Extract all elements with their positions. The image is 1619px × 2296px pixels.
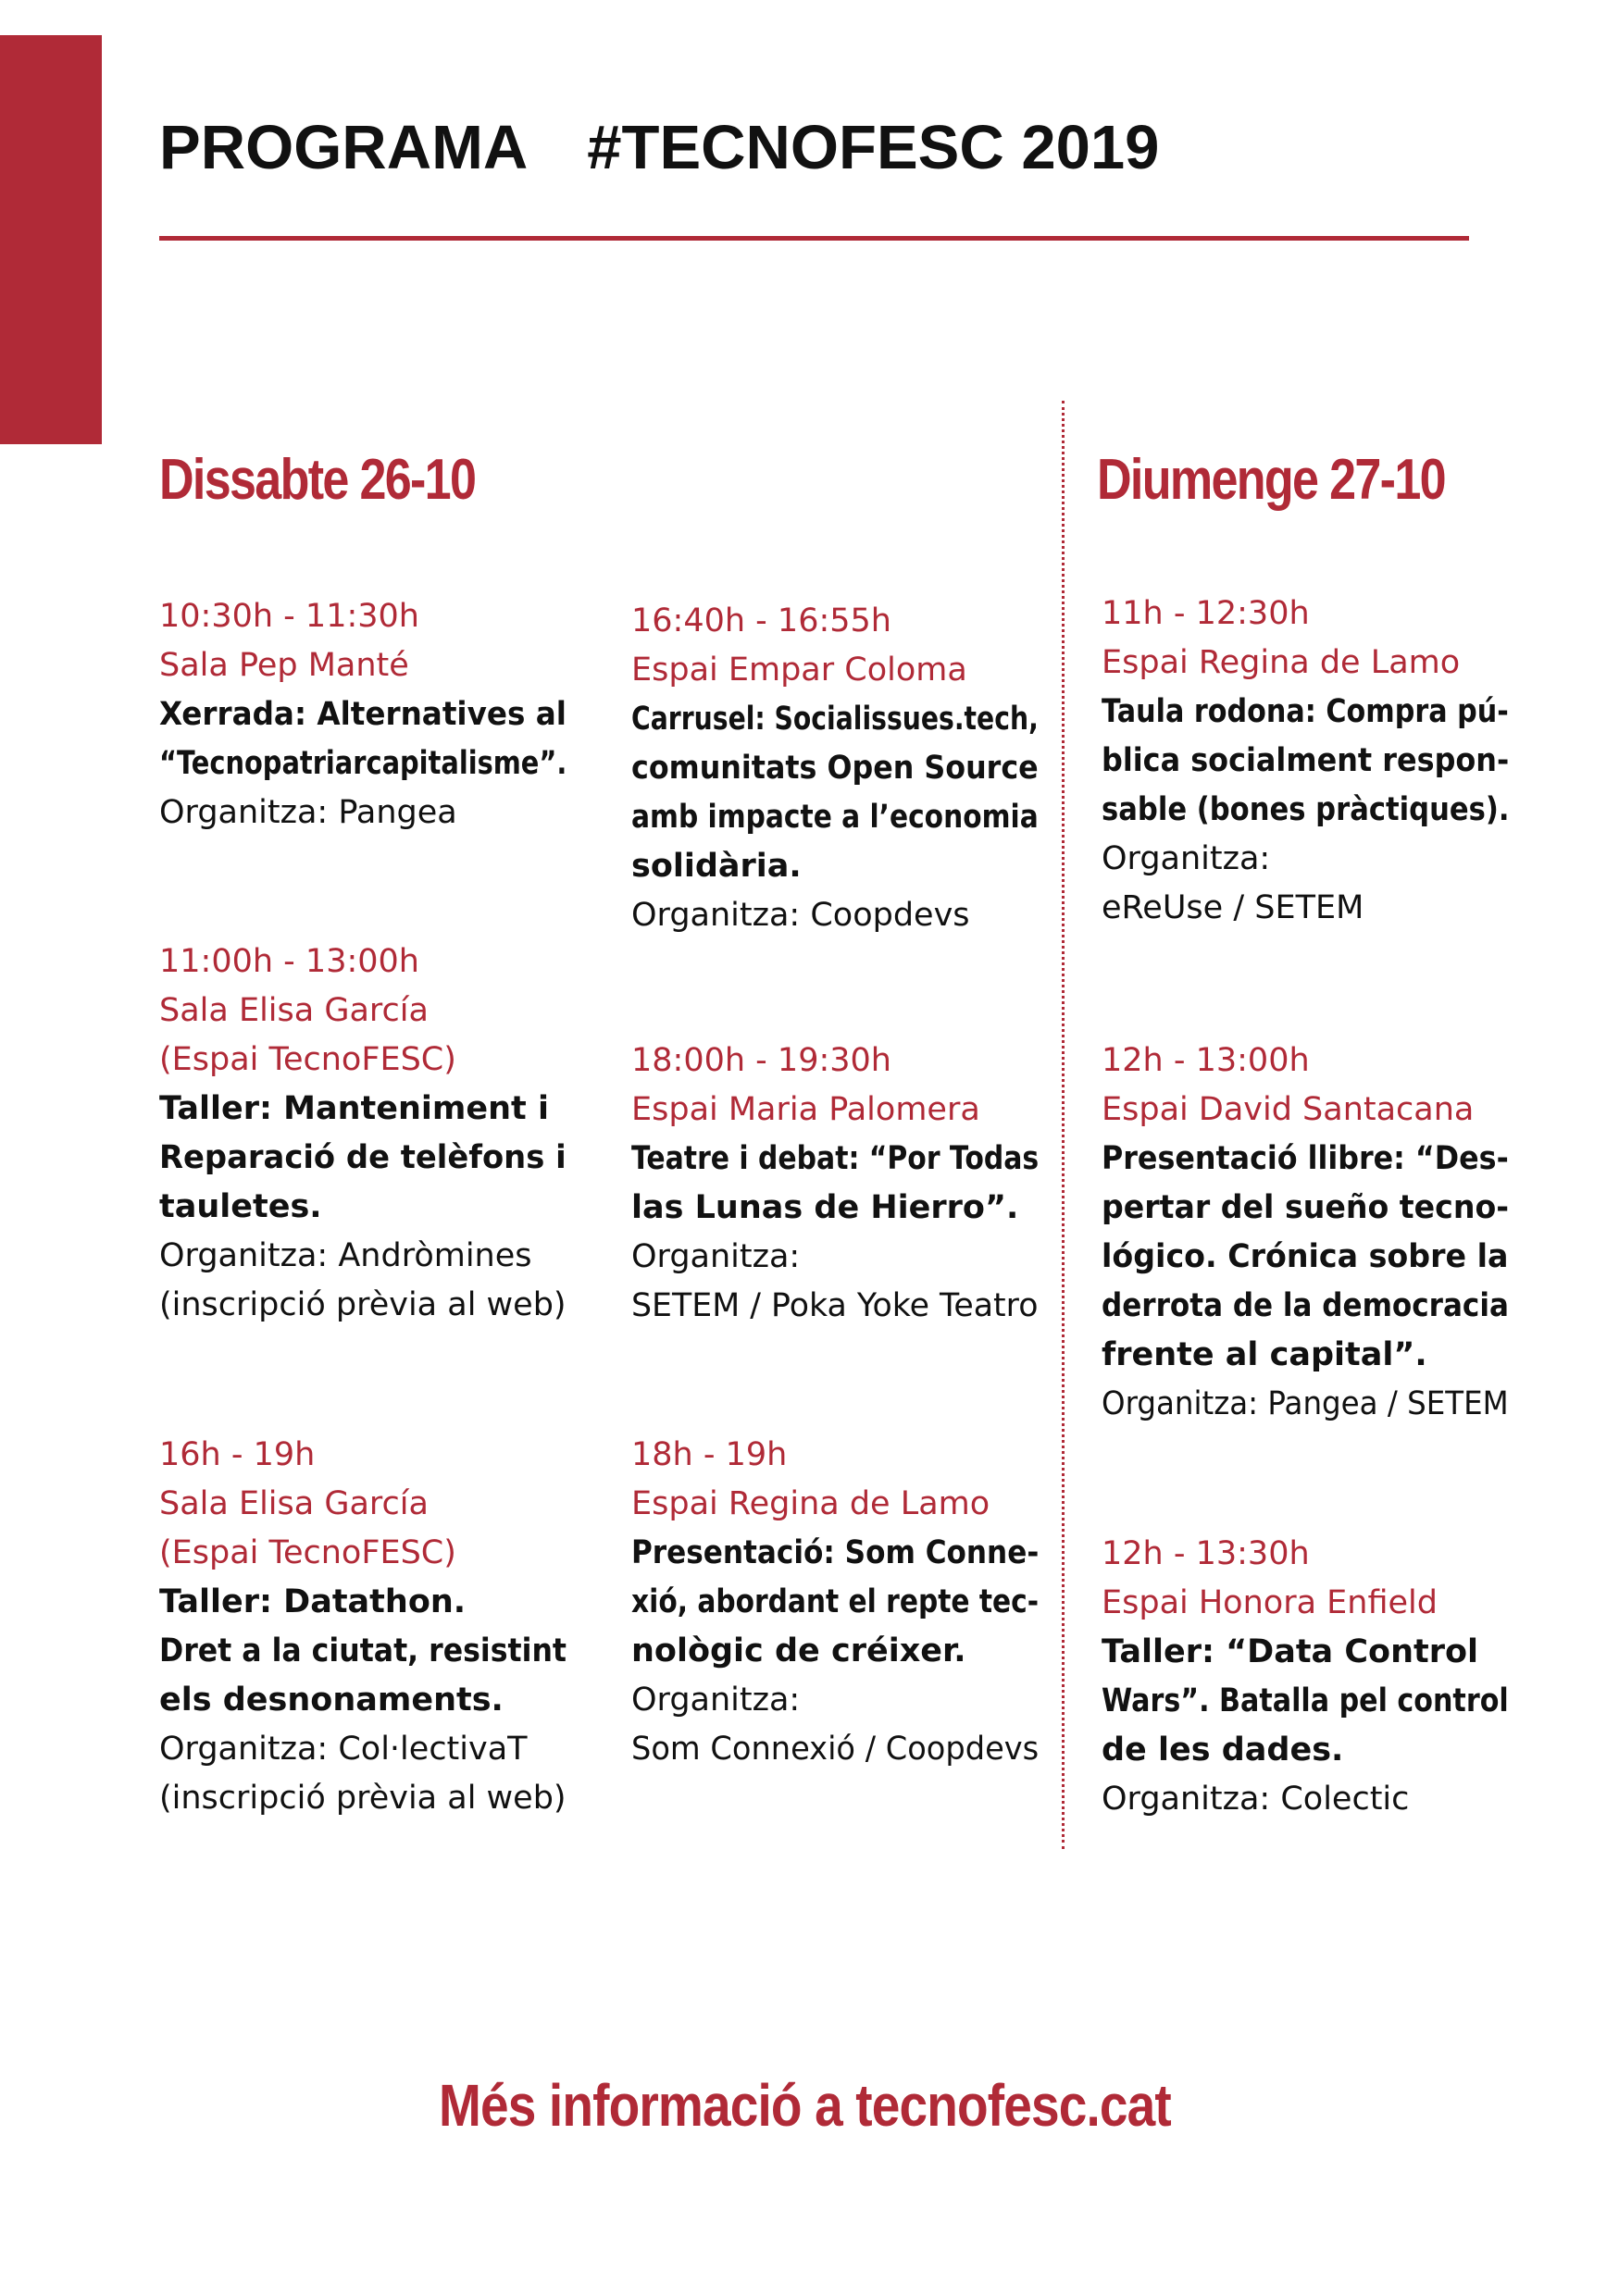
event-time: 18:00h - 19:30h — [631, 1042, 891, 1079]
event-time: 16h - 19h — [159, 1436, 316, 1473]
event-time: 10:30h - 11:30h — [159, 598, 419, 635]
event-organizer: Organitza: Colectic — [1102, 1781, 1410, 1818]
event-description: els desnonaments. — [159, 1682, 504, 1719]
event-organizer: Som Connexió / Coopdevs — [631, 1731, 1040, 1768]
day-heading-saturday: Dissabte 26-10 — [159, 448, 476, 512]
event-sun-1 — [1102, 590, 1509, 933]
page-title — [159, 113, 1160, 182]
event-time: 12h - 13:00h — [1102, 1042, 1310, 1079]
event-description: pertar del sueño tecno- — [1102, 1189, 1510, 1226]
event-description: Wars”. Batalla pel control — [1102, 1682, 1509, 1719]
title-tecnofesc: #TECNOFESC 2019 — [587, 113, 1160, 182]
event-location: Espai Maria Palomera — [631, 1091, 980, 1128]
event-location: Sala Elisa García — [159, 1485, 429, 1522]
event-location: Espai Empar Coloma — [631, 652, 967, 689]
event-description: Taller: “Data Control — [1102, 1633, 1479, 1670]
event-sat-col2-1 — [631, 597, 1039, 940]
event-location: Sala Pep Manté — [159, 647, 409, 684]
event-description: xió, abordant el repte tec- — [631, 1583, 1040, 1620]
event-description: blica socialment respon- — [1102, 742, 1510, 779]
event-description: nològic de créixer. — [631, 1632, 966, 1669]
event-organizer: Organitza: Col·lectivaT — [159, 1731, 528, 1768]
event-organizer: Organitza: — [631, 1238, 801, 1275]
event-time: 12h - 13:30h — [1102, 1535, 1310, 1572]
event-sun-2 — [1102, 1036, 1509, 1429]
event-organizer: (inscripció prèvia al web) — [159, 1286, 567, 1323]
title-programa: PROGRAMA — [159, 113, 529, 182]
event-time: 11h - 12:30h — [1102, 595, 1310, 632]
event-location: Espai David Santacana — [1102, 1091, 1475, 1128]
event-organizer: Organitza: Andròmines — [159, 1237, 532, 1274]
footer-info-link[interactable]: Més informació a tecnofesc.cat — [439, 2072, 1171, 2139]
event-organizer: Organitza: Pangea — [159, 794, 457, 831]
event-description: Taller: Datathon. — [159, 1583, 467, 1620]
title-underline — [159, 236, 1469, 241]
event-description: Carrusel: Socialissues.tech, — [631, 701, 1039, 738]
event-sat-col2-3 — [631, 1431, 1039, 1774]
event-organizer: eReUse / SETEM — [1102, 889, 1364, 926]
event-organizer: (inscripció prèvia al web) — [159, 1780, 567, 1817]
event-sat-col2-2 — [631, 1036, 1039, 1331]
event-location: Espai Honora Enfield — [1102, 1584, 1438, 1621]
event-time: 16:40h - 16:55h — [631, 602, 891, 639]
event-description: Dret a la ciutat, resistint — [159, 1632, 567, 1669]
event-description: Reparació de telèfons i — [159, 1139, 567, 1176]
event-description: Presentació: Som Conne- — [631, 1534, 1040, 1571]
event-sat-col1-3 — [159, 1431, 567, 1823]
column-divider — [1062, 401, 1065, 1849]
event-description: Taula rodona: Compra pú- — [1102, 693, 1509, 730]
event-organizer: SETEM / Poka Yoke Teatro — [631, 1287, 1039, 1324]
event-organizer: Organitza: — [631, 1682, 801, 1719]
event-organizer: Organitza: Pangea / SETEM — [1102, 1385, 1509, 1422]
event-description: comunitats Open Source — [631, 750, 1039, 787]
event-description: derrota de la democracia — [1102, 1287, 1509, 1324]
event-sun-3 — [1102, 1530, 1509, 1824]
event-description: Xerrada: Alternatives al — [159, 696, 567, 733]
event-location: Sala Elisa García — [159, 992, 429, 1029]
event-description: Taller: Manteniment i — [159, 1090, 549, 1127]
event-description: amb impacte a l’economia — [631, 799, 1039, 836]
event-description: tauletes. — [159, 1188, 322, 1225]
event-description: solidària. — [631, 848, 802, 885]
event-description: Presentació llibre: “Des- — [1102, 1140, 1509, 1177]
event-description: frente al capital”. — [1102, 1336, 1427, 1373]
event-location: (Espai TecnoFESC) — [159, 1534, 456, 1571]
event-description: Teatre i debat: “Por Todas — [631, 1140, 1040, 1177]
event-description: lógico. Crónica sobre la — [1102, 1238, 1509, 1275]
event-location: (Espai TecnoFESC) — [159, 1041, 456, 1078]
event-location: Espai Regina de Lamo — [1102, 644, 1461, 681]
event-description: “Tecnopatriarcapitalisme”. — [159, 745, 567, 782]
event-sat-col1-1 — [159, 592, 567, 838]
event-organizer: Organitza: Coopdevs — [631, 897, 970, 934]
day-heading-sunday: Diumenge 27-10 — [1097, 448, 1445, 512]
event-description: sable (bones pràctiques). — [1102, 791, 1510, 828]
event-time: 11:00h - 13:00h — [159, 943, 419, 980]
event-description: las Lunas de Hierro”. — [631, 1189, 1019, 1226]
event-organizer: Organitza: — [1102, 840, 1271, 877]
decorative-side-bar — [0, 35, 102, 444]
event-time: 18h - 19h — [631, 1436, 788, 1473]
event-description: de les dades. — [1102, 1731, 1344, 1769]
event-sat-col1-2 — [159, 937, 567, 1330]
event-location: Espai Regina de Lamo — [631, 1485, 990, 1522]
